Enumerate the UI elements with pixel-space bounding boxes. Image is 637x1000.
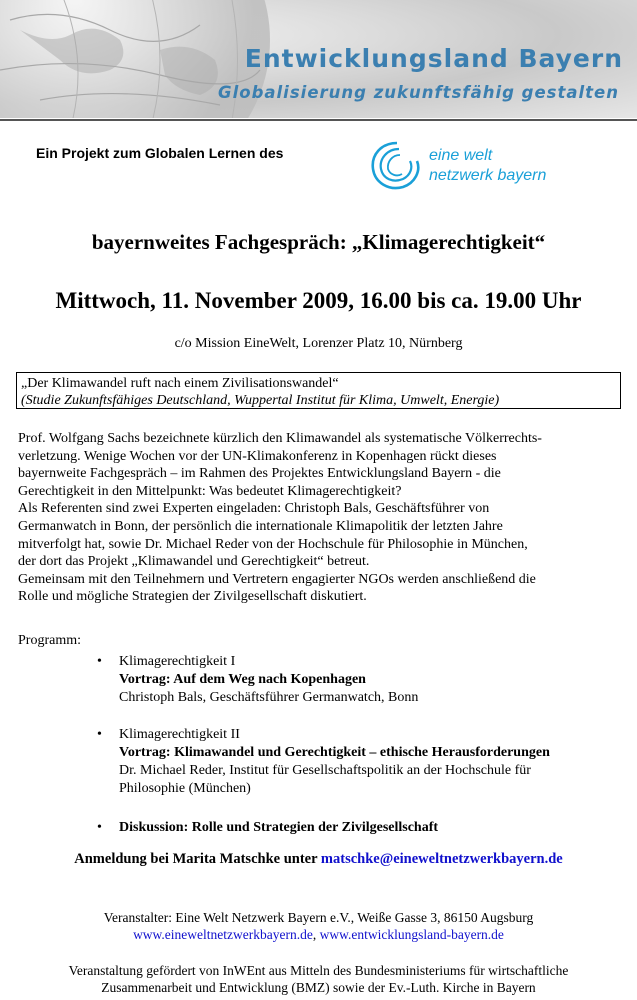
body-line: mitverfolgt hat, sowie Dr. Michael Reder von der Hochschule für Philosophie in München,: [18, 536, 528, 552]
website-link-entwicklungsland[interactable]: www.entwicklungsland-bayern.de: [319, 926, 504, 942]
funding-line: Veranstaltung gefördert von InWEnt aus Mitteln des Bundesministeriums für wirtschaftliche: [68, 963, 569, 978]
program-item-title: Diskussion: Rolle und Strategien der Zivilgesellschaft: [119, 820, 439, 835]
body-line: Prof. Wolfgang Sachs bezeichnete kürzlich den Klimawandel als systematische Völkerrechts-: [18, 431, 542, 446]
program-label: Programm:: [18, 633, 81, 648]
bullet-icon: •: [97, 654, 102, 669]
quote-text: „Der Klimawandel ruft nach einem Zivilisationswandel“: [21, 376, 339, 391]
body-line: Als Referenten sind zwei Experten eingeladen: Christoph Bals, Geschäftsführer von: [18, 501, 490, 517]
program-item-speaker: Christoph Bals, Geschäftsführer Germanwatch, Bonn: [119, 690, 419, 705]
body-text: [18, 430, 623, 606]
body-line: Rolle und mögliche Strategien der Zivilgesellschaft diskutiert.: [18, 589, 367, 605]
bullet-icon: •: [97, 820, 102, 835]
quote-box: [16, 372, 621, 409]
program-item-speaker: Philosophie (München): [119, 781, 251, 796]
funding-block: [0, 963, 637, 997]
organizer-text: Veranstalter: Eine Welt Netzwerk Bayern e.V., Weiße Gasse 3, 86150 Augsburg: [103, 910, 534, 925]
program-item-title: Klimagerechtigkeit I: [119, 654, 236, 669]
body-line: Gerechtigkeit in den Mittelpunkt: Was bedeutet Klimagerechtigkeit?: [18, 483, 402, 499]
registration-text: Anmeldung bei Marita Matschke unter: [74, 851, 318, 867]
event-location: c/o Mission EineWelt, Lorenzer Platz 10, Nürnberg: [174, 336, 463, 351]
program-item-title: Klimagerechtigkeit II: [119, 727, 240, 742]
event-date: Mittwoch, 11. November 2009, 16.00 bis ca. 19.00 Uhr: [55, 288, 582, 313]
registration-line: [0, 851, 637, 868]
body-line: Gemeinsam mit den Teilnehmern und Vertretern engagierter NGOs werden anschließend die: [18, 571, 536, 587]
body-line: bayernweite Fachgespräch – im Rahmen des Projektes Entwicklungsland Bayern - die: [18, 466, 501, 482]
program-item-talk: Vortrag: Klimawandel und Gerechtigkeit – ethische Herausforderungen: [119, 745, 550, 760]
eine-welt-netzwerk-logo: [367, 137, 567, 197]
body-line: der dort das Projekt „Klimawandel und Gerechtigkeit“ betreut.: [18, 554, 370, 570]
organizer-block: [0, 910, 637, 944]
funding-line: Zusammenarbeit und Entwicklung (BMZ) sowie der Ev.-Luth. Kirche in Bayern: [101, 979, 536, 995]
event-heading: bayernweites Fachgespräch: „Klimagerechtigkeit“: [91, 230, 546, 254]
link-separator: ,: [312, 926, 320, 942]
body-line: verletzung. Wenige Wochen vor der UN-Klimakonferenz in Kopenhagen rückt dieses: [18, 448, 497, 464]
logo-text-line2: netzwerk bayern: [429, 167, 547, 184]
quote-source: (Studie Zukunftsfähiges Deutschland, Wuppertal Institut für Klima, Umwelt, Energie): [21, 393, 500, 408]
program-item-speaker: Dr. Michael Reder, Institut für Gesellschaftspolitik an der Hochschule für: [119, 763, 531, 778]
bullet-icon: •: [97, 727, 102, 742]
project-intro: Ein Projekt zum Globalen Lernen des: [36, 145, 284, 161]
website-link-netzwerk[interactable]: www.eineweltnetzwerkbayern.de: [133, 926, 313, 942]
banner-divider: [0, 119, 637, 121]
program-item-talk: Vortrag: Auf dem Weg nach Kopenhagen: [119, 672, 366, 687]
body-line: Germanwatch in Bonn, der persönlich die internationale Klimapolitik der letzten Jahre: [18, 518, 503, 534]
header-banner: [0, 0, 637, 118]
registration-email-link[interactable]: matschke@eineweltnetzwerkbayern.de: [320, 851, 563, 867]
swirl-logo-icon: [367, 137, 427, 197]
banner-subtitle: Globalisierung zukunftsfähig gestalten: [218, 83, 619, 102]
logo-text-line1: eine welt: [429, 147, 493, 164]
banner-title: Entwicklungsland Bayern: [244, 44, 623, 73]
